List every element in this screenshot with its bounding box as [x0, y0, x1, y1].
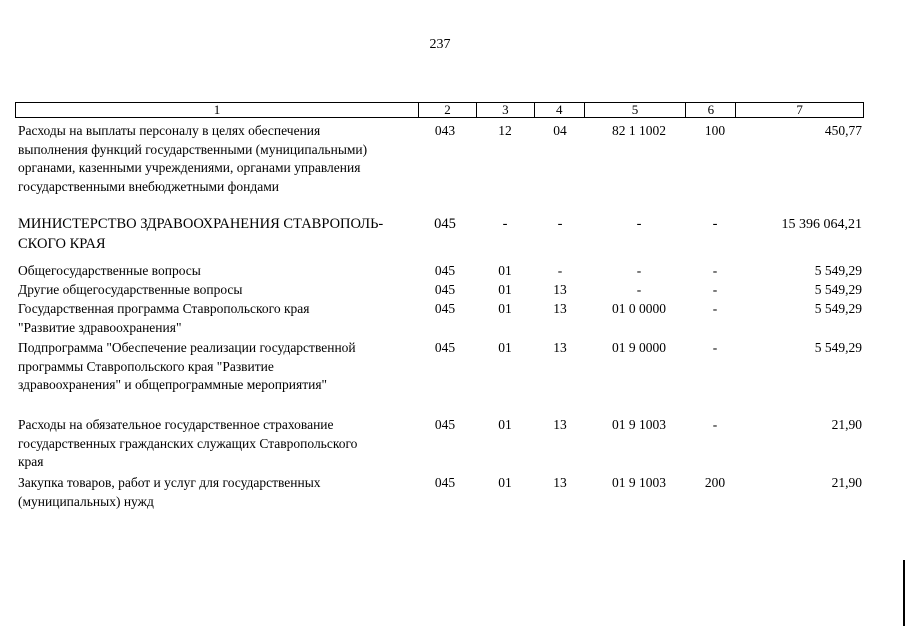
row-name-line: Закупка товаров, работ и услуг для государственных — [18, 475, 321, 490]
row-name-line: Другие общегосударственные вопросы — [18, 282, 243, 297]
cell-amount: 15 396 064,21 — [781, 217, 862, 232]
cell-section: 01 — [498, 417, 512, 432]
cell-ministry-code: 043 — [434, 123, 456, 138]
cell-section: 01 — [498, 301, 512, 316]
cell-expense-type: - — [712, 340, 718, 355]
header-col-5: 5 — [584, 103, 686, 117]
cell-amount: 21,90 — [831, 417, 862, 432]
cell-ministry-code: 045 — [434, 301, 456, 316]
row-name-line: края — [18, 454, 44, 469]
cell-subsection: 13 — [553, 301, 567, 316]
page-number: 237 — [429, 37, 451, 52]
row-name-line: здравоохранения" и общепрограммные мероприятия" — [18, 377, 328, 392]
cell-expense-type: 200 — [704, 475, 726, 490]
header-col-6: 6 — [685, 103, 735, 117]
row-name — [18, 215, 418, 254]
cell-ministry-code: 045 — [434, 216, 456, 232]
cell-section: 01 — [498, 282, 512, 297]
cell-section: 01 — [498, 475, 512, 490]
cell-expense-type: - — [712, 216, 718, 232]
cell-target-article: - — [636, 263, 642, 278]
cell-subsection: 13 — [553, 340, 567, 355]
row-name-line: СКОГО КРАЯ — [18, 235, 106, 252]
cell-amount: 5 549,29 — [814, 263, 862, 278]
cell-expense-type: - — [712, 301, 718, 316]
cell-ministry-code: 045 — [434, 340, 456, 355]
row-name — [18, 262, 418, 281]
cell-target-article: 01 0 0000 — [612, 301, 666, 316]
row-name — [18, 122, 418, 196]
cell-section: 01 — [498, 263, 512, 278]
cell-amount: 5 549,29 — [814, 301, 862, 316]
cell-subsection: 13 — [553, 475, 567, 490]
cell-section: - — [502, 216, 508, 232]
row-name — [18, 300, 418, 337]
row-name-line: выполнения функций государственными (муниципальными) — [18, 141, 368, 157]
row-name-line: Расходы на выплаты персоналу в целях обеспечения — [18, 123, 321, 138]
cell-target-article: - — [636, 282, 642, 297]
row-name-line: государственных гражданских служащих Ставропольского — [18, 435, 358, 451]
cell-expense-type: - — [712, 417, 718, 432]
row-name — [18, 339, 418, 395]
cell-subsection: 13 — [553, 417, 567, 432]
cell-target-article: - — [636, 216, 642, 232]
cell-subsection: 13 — [553, 282, 567, 297]
cell-ministry-code: 045 — [434, 475, 456, 490]
cell-expense-type: - — [712, 263, 718, 278]
row-name-line: Общегосударственные вопросы — [18, 263, 201, 278]
header-col-1: 1 — [213, 102, 221, 117]
row-name-line: органами, казенными учреждениями, органами управления — [18, 160, 361, 175]
cell-ministry-code: 045 — [434, 263, 456, 278]
cell-target-article: 01 9 1003 — [612, 417, 666, 432]
table-header — [15, 102, 864, 118]
cell-subsection: - — [557, 263, 563, 278]
cell-subsection: - — [557, 216, 563, 232]
cell-ministry-code: 045 — [434, 282, 456, 297]
row-name-line: (муниципальных) нужд — [18, 493, 154, 509]
cell-amount: 21,90 — [831, 475, 862, 490]
cell-expense-type: - — [712, 282, 718, 297]
row-name-line: МИНИСТЕРСТВО ЗДРАВООХРАНЕНИЯ СТАВРОПОЛЬ- — [18, 216, 384, 232]
row-name-line: государственными внебюджетными фондами — [18, 178, 280, 194]
header-col-3: 3 — [476, 103, 534, 117]
cell-target-article: 01 9 0000 — [612, 340, 666, 355]
cell-section: 01 — [498, 340, 512, 355]
cell-amount: 5 549,29 — [814, 282, 862, 297]
cell-target-article: 01 9 1003 — [612, 475, 666, 490]
row-name-line: "Развитие здравоохранения" — [18, 319, 182, 335]
row-name-line: программы Ставропольского края "Развитие — [18, 358, 274, 374]
cell-subsection: 04 — [553, 123, 567, 138]
cell-amount: 5 549,29 — [814, 340, 862, 355]
cell-target-article: 82 1 1002 — [612, 123, 666, 138]
header-col-7: 7 — [735, 103, 863, 117]
cell-amount: 450,77 — [824, 123, 862, 138]
row-name-line: Расходы на обязательное государственное страхование — [18, 417, 334, 432]
header-col-2: 2 — [418, 103, 476, 117]
header-col-4: 4 — [534, 103, 584, 117]
cell-ministry-code: 045 — [434, 417, 456, 432]
row-name-line: Государственная программа Ставропольского края — [18, 301, 310, 316]
row-name — [18, 281, 418, 300]
row-name — [18, 416, 418, 472]
cell-section: 12 — [498, 123, 512, 138]
row-name — [18, 474, 418, 511]
row-name-line: Подпрограмма "Обеспечение реализации государственной — [18, 340, 356, 355]
cell-expense-type: 100 — [704, 123, 726, 138]
